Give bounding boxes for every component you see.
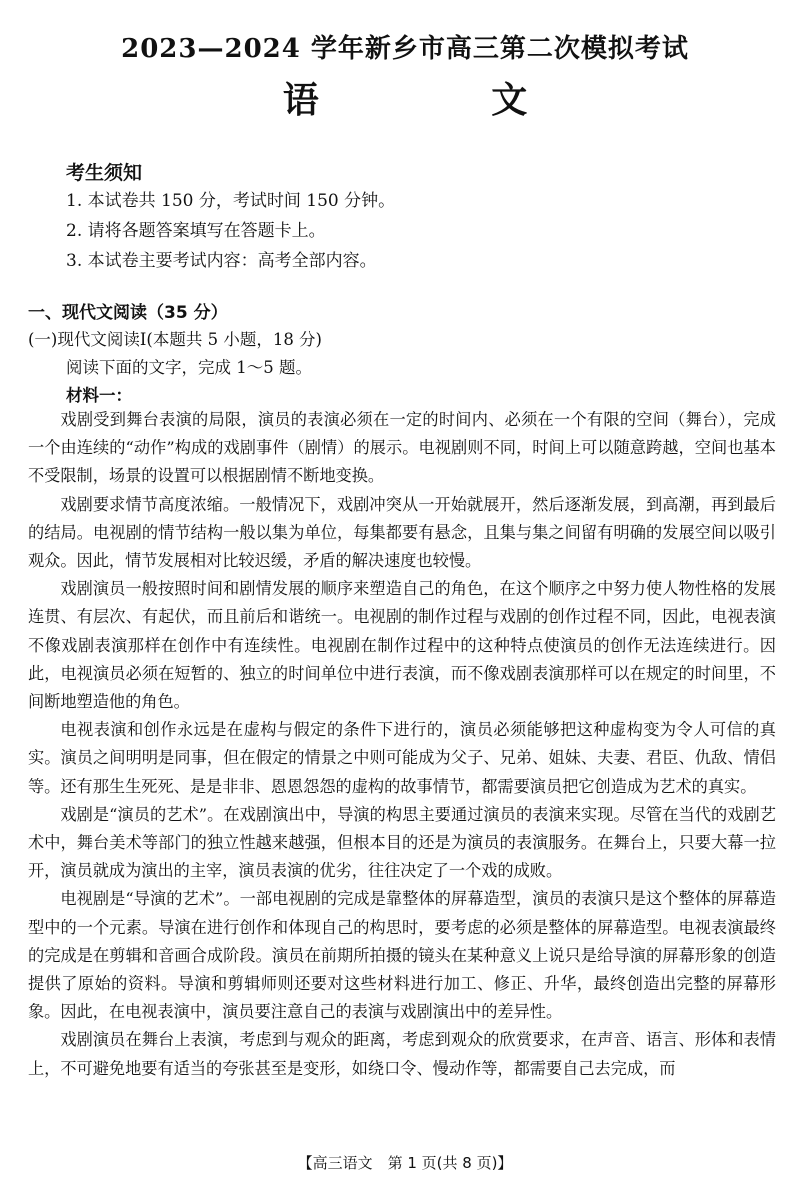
passage-paragraph: 戏剧受到舞台表演的局限，演员的表演必须在一定的时间内、必须在一个有限的空间（舞台），完成一个由连续的“动作”构成的戏剧事件（剧情）的展示。电视剧则不同，时间上可以随意跨越，空间也基本不受限制，场景的设置可以根据剧情不断地变换。	[28, 410, 776, 486]
passage-body	[28, 406, 776, 1083]
passage-paragraph: 戏剧演员一般按照时间和剧情发展的顺序来塑造自己的角色，在这个顺序之中努力使人物性格的发展连贯、有层次、有起伏，而且前后和谐统一。电视剧的制作过程与戏剧的创作过程不同，因此，电视表演不像戏剧表演那样在创作中有连续性。电视剧在制作过程中的这种特点使演员的创作无法连续进行。因此，电视演员必须在短暂的、独立的时间单位中进行表演，而不像戏剧表演那样可以在规定的时间里，不间断地塑造他的角色。	[28, 579, 776, 712]
passage-paragraph: 戏剧演员在舞台上表演，考虑到与观众的距离，考虑到观众的欣赏要求，在声音、语言、形体和表情上，不可避免地要有适当的夸张甚至是变形，如绕口令、慢动作等，都需要自己去完成，而	[28, 1030, 776, 1078]
exam-title: 2023—2024 学年新乡市高三第二次模拟考试	[121, 34, 689, 64]
section-title: 一、现代文阅读（35 分）	[28, 303, 228, 323]
passage-paragraph: 电视剧是“导演的艺术”。一部电视剧的完成是靠整体的屏幕造型，演员的表演只是这个整体的屏幕造型中的一个元素。导演在进行创作和体现自己的构思时，要考虑的必须是整体的屏幕造型。电视表演最终的完成是在剪辑和音画合成阶段。演员在前期所拍摄的镜头在某种意义上说只是给导演的屏幕形象的创造提供了原始的资料。导演和剪辑师则还要对这些材料进行加工、修正、升华，最终创造出完整的屏幕形象。因此，在电视表演中，演员要注意自己的表演与戏剧演出中的差异性。	[28, 889, 776, 1022]
passage-paragraph: 电视表演和创作永远是在虚构与假定的条件下进行的，演员必须能够把这种虚构变为令人可信的真实。演员之间明明是同事，但在假定的情景之中则可能成为父子、兄弟、姐妹、夫妻、君臣、仇敌、情侣等。还有那生生死死、是是非非、恩恩怨怨的虚构的故事情节，都需要演员把它创造成为艺术的真实。	[28, 720, 776, 796]
page-footer: 【高三语文 第 1 页(共 8 页)】	[297, 1154, 513, 1172]
material-label: 材料一：	[66, 386, 132, 405]
notice-item: 1. 本试卷共 150 分，考试时间 150 分钟。	[66, 191, 396, 211]
subsection-title: (一)现代文阅读Ⅰ(本题共 5 小题，18 分)	[28, 330, 322, 349]
passage-paragraph: 戏剧是“演员的艺术”。在戏剧演出中，导演的构思主要通过演员的表演来实现。尽管在当代的戏剧艺术中，舞台美术等部门的独立性越来越强，但根本目的还是为演员的表演服务。在舞台上，只要大幕一拉开，演员就成为演出的主宰，演员表演的优劣，往往决定了一个戏的成败。	[28, 804, 776, 881]
reading-instruction: 阅读下面的文字，完成 1～5 题。	[66, 358, 312, 377]
subject-title: 语 文	[282, 80, 608, 121]
passage-paragraph: 戏剧要求情节高度浓缩。一般情况下，戏剧冲突从一开始就展开，然后逐渐发展，到高潮，再到最后的结局。电视剧的情节结构一般以集为单位，每集都要有悬念，且集与集之间留有明确的发展空间以吸引观众。因此，情节发展相对比较迟缓，矛盾的解决速度也较慢。	[28, 494, 776, 571]
notice-list	[66, 186, 395, 276]
notice-item: 2. 请将各题答案填写在答题卡上。	[66, 221, 326, 241]
notice-heading: 考生须知	[66, 162, 143, 184]
notice-item: 3. 本试卷主要考试内容：高考全部内容。	[66, 251, 377, 271]
